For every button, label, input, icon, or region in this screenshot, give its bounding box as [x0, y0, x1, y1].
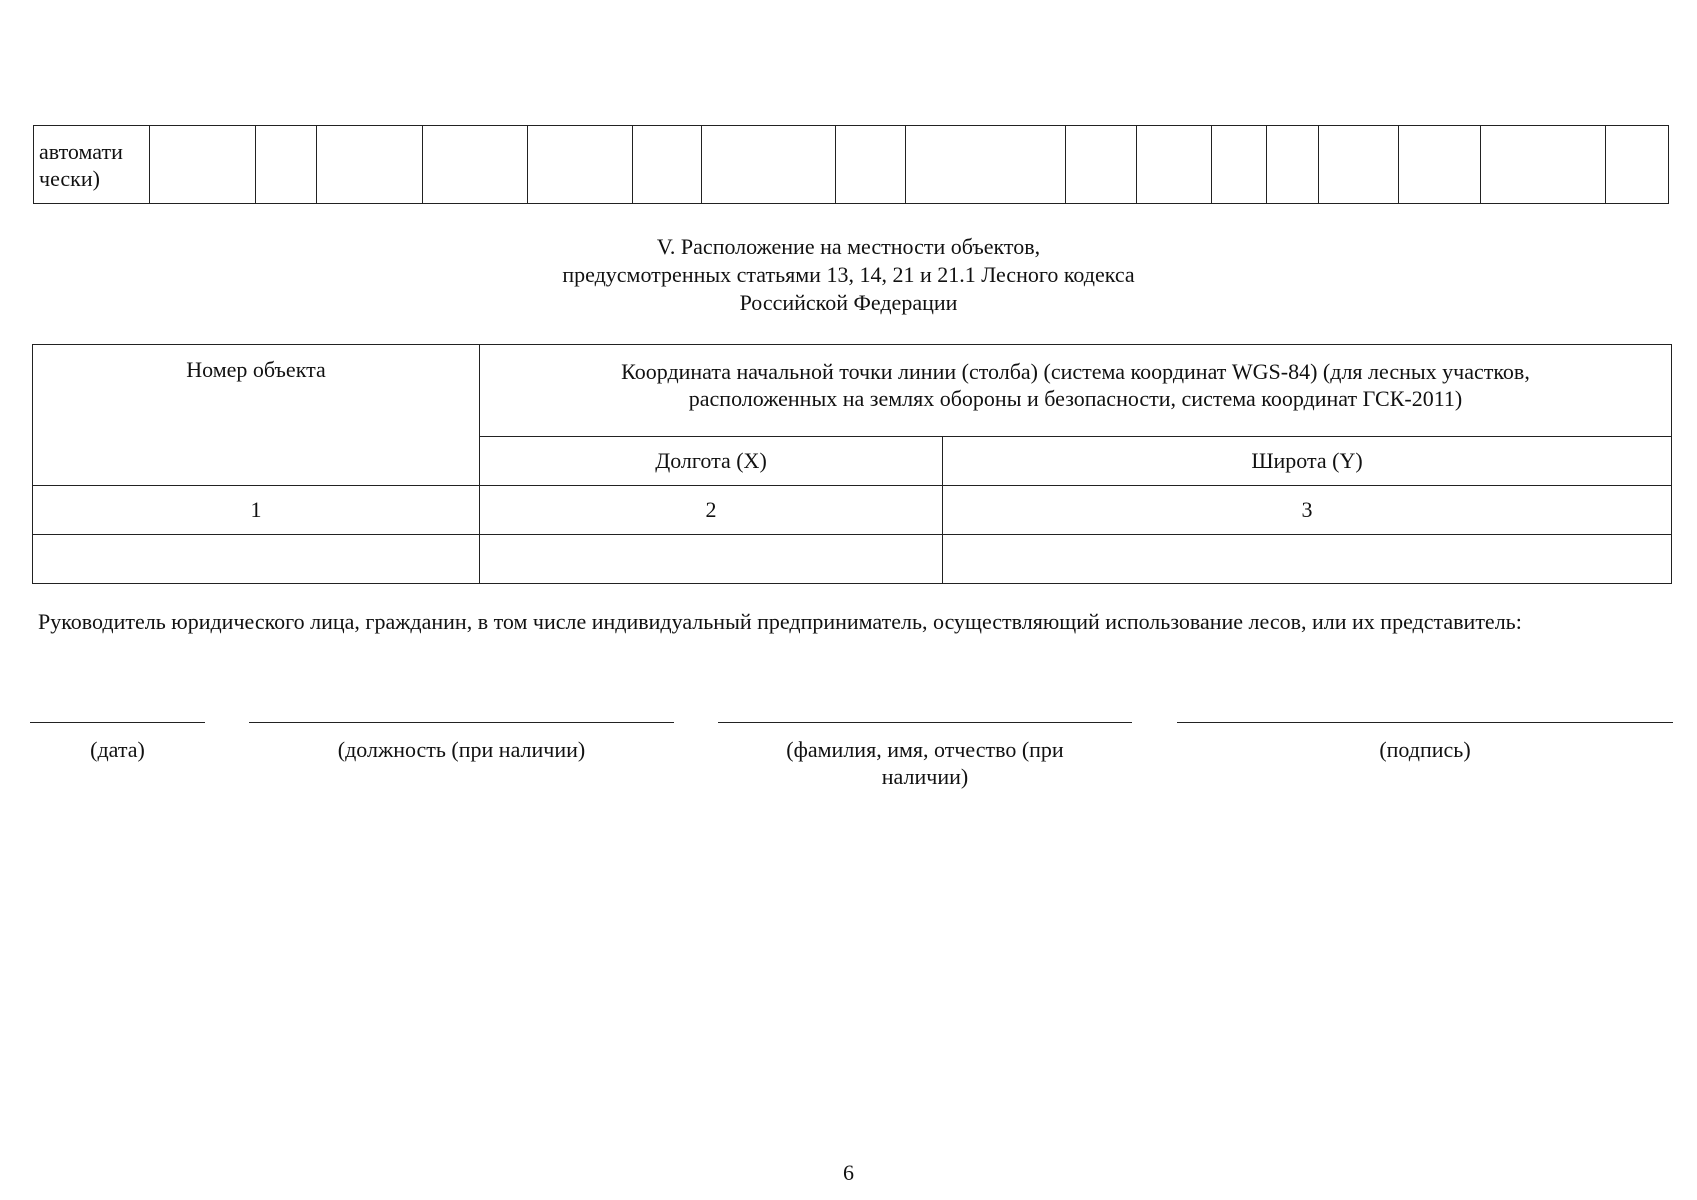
object-coordinates-table — [32, 344, 1672, 584]
table-cell — [906, 126, 1066, 204]
position-label: (должность (при наличии) — [337, 737, 586, 762]
signer-paragraph: Руководитель юридического лица, гражданин, в том числе индивидуальный предприниматель, осуществляющий использование лесов, или их представитель: — [38, 609, 1522, 634]
table-cell — [150, 126, 256, 204]
table-cell — [528, 126, 633, 204]
table-cell — [33, 535, 480, 584]
table-cell — [1481, 126, 1606, 204]
table-cell — [1267, 126, 1319, 204]
table-cell — [702, 126, 836, 204]
section-title-line: предусмотренных статьями 13, 14, 21 и 21.1 Лесного кодекса — [562, 262, 1135, 287]
date-label: (дата) — [90, 737, 145, 762]
signature-label: (подпись) — [1379, 737, 1471, 762]
previous-section-table-fragment — [33, 125, 1669, 204]
column-index-cell: 2 — [480, 486, 943, 535]
cell-text-line: автомати — [39, 139, 123, 164]
table-cell — [256, 126, 317, 204]
header-text-line: расположенных на землях обороны и безопасности, система координат ГСК-2011) — [688, 386, 1463, 411]
header-start-point-coordinate — [480, 345, 1672, 437]
table-header-row — [33, 345, 1672, 437]
cell-text-line: чески) — [39, 166, 100, 191]
table-cell-automatic — [34, 126, 150, 204]
header-object-number: Номер объекта — [33, 345, 480, 486]
table-cell — [1319, 126, 1399, 204]
full-name-label-line: (фамилия, имя, отчество (при — [786, 737, 1064, 762]
section-title-line: Российской Федерации — [739, 290, 958, 315]
header-longitude: Долгота (X) — [480, 437, 943, 486]
table-row — [33, 535, 1672, 584]
table-cell — [943, 535, 1672, 584]
full-name-label — [718, 736, 1132, 790]
section-title-line: V. Расположение на местности объектов, — [656, 234, 1041, 259]
column-index-cell: 3 — [943, 486, 1672, 535]
signature-line — [1177, 722, 1673, 723]
date-signature-line — [30, 722, 205, 723]
section-title — [0, 233, 1697, 317]
table-cell — [423, 126, 528, 204]
full-name-signature-line — [718, 722, 1132, 723]
table-row — [34, 126, 1669, 204]
table-cell — [317, 126, 423, 204]
table-cell — [480, 535, 943, 584]
table-cell — [1212, 126, 1267, 204]
full-name-label-line: наличии) — [881, 764, 969, 789]
page-number: 6 — [843, 1160, 854, 1185]
table-cell — [1137, 126, 1212, 204]
position-signature-line — [249, 722, 674, 723]
table-cell — [836, 126, 906, 204]
table-cell — [1606, 126, 1669, 204]
table-cell — [1066, 126, 1137, 204]
table-cell — [1399, 126, 1481, 204]
column-index-row — [33, 486, 1672, 535]
header-text-line: Координата начальной точки линии (столба) (система координат WGS-84) (для лесных участков, — [621, 359, 1530, 384]
table-cell — [633, 126, 702, 204]
column-index-cell: 1 — [33, 486, 480, 535]
header-latitude: Широта (Y) — [943, 437, 1672, 486]
